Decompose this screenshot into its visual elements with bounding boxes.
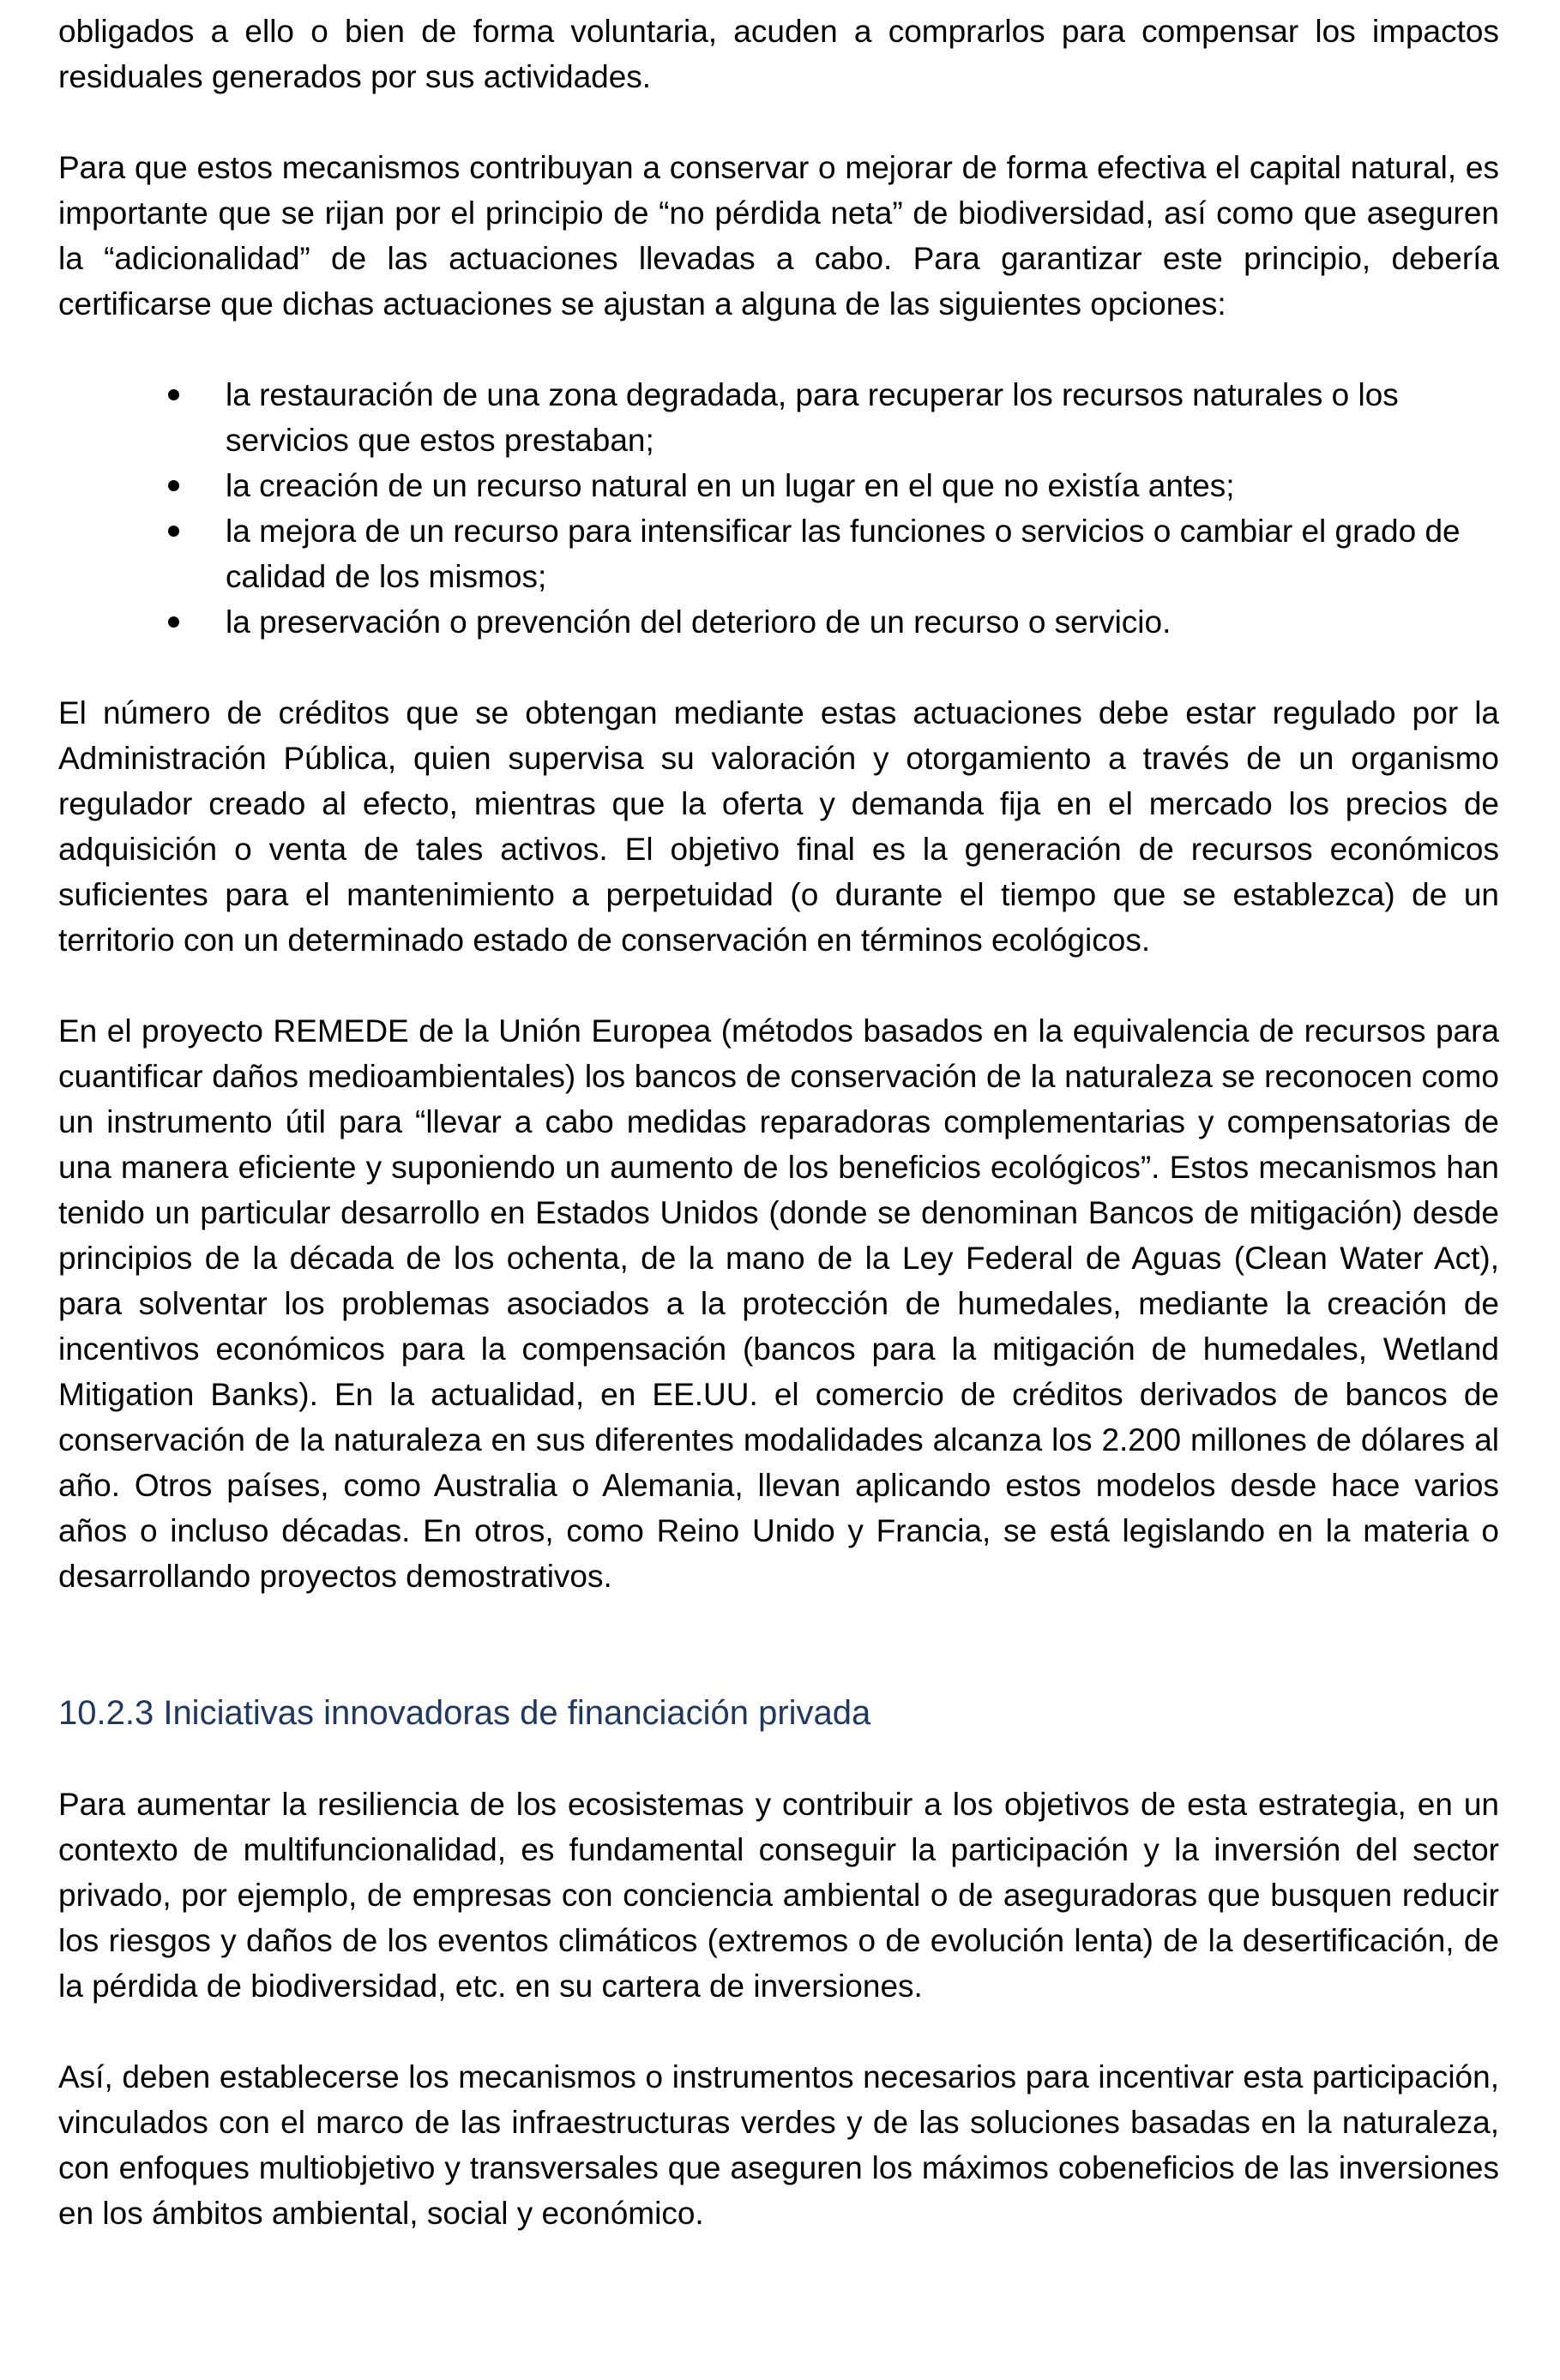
list-item bbox=[226, 372, 1499, 463]
paragraph-resilience: Para aumentar la resiliencia de los ecosistemas y contribuir a los objetivos de esta estrategia, en un contexto de multifuncionalidad, es fundamental conseguir la participación y la inversión del sector privado, por ejemplo, de empresas con conciencia ambiental o de aseguradoras que busquen reducir los riesgos y daños de los eventos climáticos (extremos o de evolución lenta) de la desertificación, de la pérdida de biodiversidad, etc. en su cartera de inversiones. bbox=[58, 1787, 1499, 2004]
section-heading: 10.2.3 Iniciativas innovadoras de financiación privada bbox=[58, 1694, 871, 1732]
bullet-icon bbox=[168, 616, 179, 628]
options-list bbox=[58, 372, 1499, 645]
list-item-text: la mejora de un recurso para intensificar las funciones o servicios o cambiar el grado de calidad de los mismos; bbox=[226, 514, 1461, 594]
bullet-icon bbox=[168, 526, 179, 537]
paragraph-intro: obligados a ello o bien de forma voluntaria, acuden a comprarlos para compensar los impactos residuales generados por sus actividades. bbox=[58, 14, 1499, 94]
paragraph-credits: El número de créditos que se obtengan mediante estas actuaciones debe estar regulado por la Administración Pública, quien supervisa su valoración y otorgamiento a través de un organismo regulador creado al efecto, mientras que la oferta y demanda fija en el mercado los precios de adquisición o venta de tales activos. El objetivo final es la generación de recursos económicos suficientes para el mantenimiento a perpetuidad (o durante el tiempo que se establezca) de un territorio con un determinado estado de conservación en términos ecológicos. bbox=[58, 695, 1499, 958]
paragraph-remede: En el proyecto REMEDE de la Unión Europea (métodos basados en la equivalencia de recursos para cuantificar daños medioambientales) los bancos de conservación de la naturaleza se reconocen como un instrumento útil para “llevar a cabo medidas reparadoras complementarias y compensatorias de una manera eficiente y suponiendo un aumento de los beneficios ecológicos”. Estos mecanismos han tenido un particular desarrollo en Estados Unidos (donde se denominan Bancos de mitigación) desde principios de la década de los ochenta, de la mano de la Ley Federal de Aguas (Clean Water Act), para solventar los problemas asociados a la protección de humedales, mediante la creación de incentivos económicos para la compensación (bancos para la mitigación de humedales, Wetland Mitigation Banks). En la actualidad, en EE.UU. el comercio de créditos derivados de bancos de conservación de la naturaleza en sus diferentes modalidades alcanza los 2.200 millones de dólares al año. Otros países, como Australia o Alemania, llevan aplicando estos modelos desde hace varios años o incluso décadas. En otros, como Reino Unido y Francia, se está legislando en la materia o desarrollando proyectos demostrativos. bbox=[58, 1013, 1499, 1594]
document-page bbox=[58, 9, 1499, 2281]
bullet-icon bbox=[168, 389, 179, 400]
list-item bbox=[226, 463, 1499, 508]
list-item-text: la preservación o prevención del deterioro de un recurso o servicio. bbox=[226, 604, 1172, 640]
bullet-icon bbox=[168, 480, 179, 491]
list-item bbox=[226, 508, 1499, 599]
list-item-text: la creación de un recurso natural en un lugar en el que no existía antes; bbox=[226, 468, 1235, 503]
paragraph-mechanisms: Así, deben establecerse los mecanismos o instrumentos necesarios para incentivar esta participación, vinculados con el marco de las infraestructuras verdes y de las soluciones basadas en la naturaleza, con enfoques multiobjetivo y transversales que aseguren los máximos cobeneficios de las inversiones en los ámbitos ambiental, social y económico. bbox=[58, 2059, 1499, 2231]
list-item-text: la restauración de una zona degradada, para recuperar los recursos naturales o los servicios que estos prestaban; bbox=[226, 377, 1399, 458]
paragraph-principle: Para que estos mecanismos contribuyan a conservar o mejorar de forma efectiva el capital natural, es importante que se rijan por el principio de “no pérdida neta” de biodiversidad, así como que aseguren la “adicionalidad” de las actuaciones llevadas a cabo. Para garantizar este principio, debería certificarse que dichas actuaciones se ajustan a alguna de las siguientes opciones: bbox=[58, 150, 1499, 322]
list-item bbox=[226, 599, 1499, 645]
